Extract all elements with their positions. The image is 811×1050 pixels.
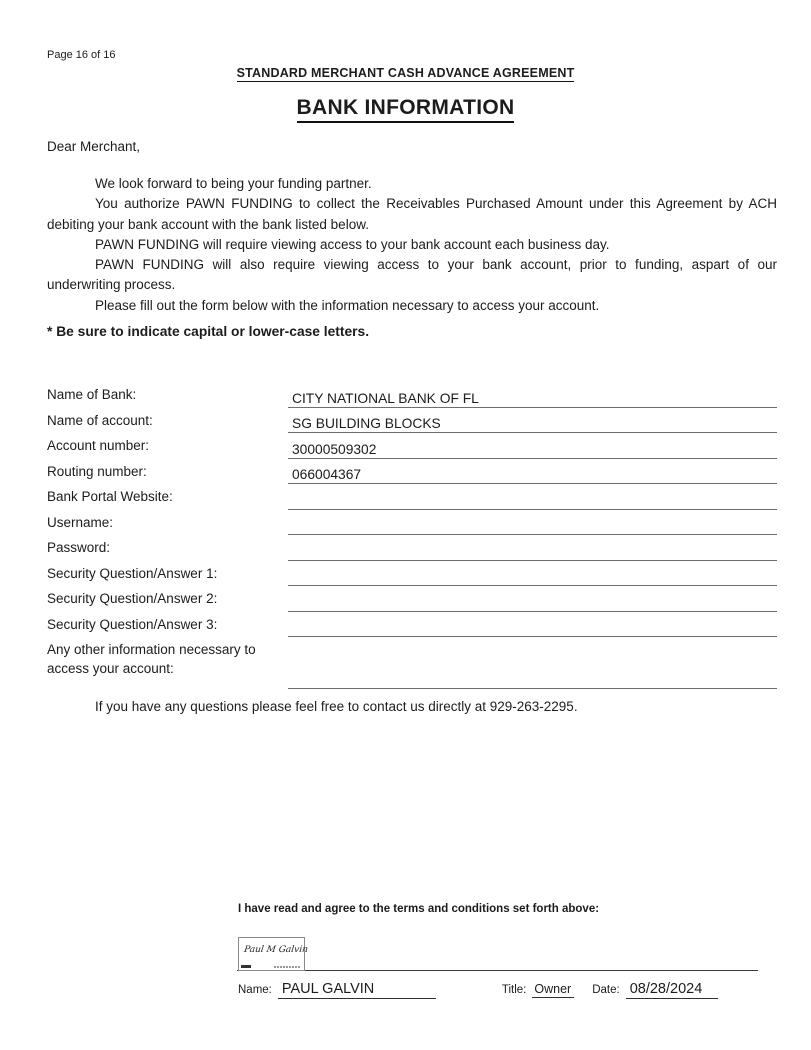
field-label: Security Question/Answer 1: — [47, 565, 218, 581]
contact-suffix: . — [573, 699, 578, 714]
field-value — [288, 635, 292, 636]
field-label: Name of account: — [47, 412, 153, 428]
date-field — [626, 980, 718, 999]
page-number: Page 16 of 16 — [47, 49, 116, 61]
password-field — [288, 540, 777, 561]
signature-stamp-marks — [241, 965, 302, 968]
salutation: Dear Merchant, — [47, 139, 141, 154]
field-label: Password: — [47, 540, 111, 555]
account-number-field — [288, 438, 777, 459]
document-title: STANDARD MERCHANT CASH ADVANCE AGREEMENT — [236, 66, 575, 80]
bank-portal-field — [288, 489, 777, 510]
section-title-wrap — [0, 96, 811, 123]
field-label: Any other information necessary to access your account: — [47, 642, 256, 676]
contact-phone: 929-263-2295 — [489, 699, 574, 714]
form-row-bank-name — [47, 382, 777, 408]
field-label: Username: — [47, 514, 114, 530]
name-field — [278, 980, 436, 999]
field-value: 30000509302 — [292, 441, 377, 457]
form-row-other-info — [47, 637, 777, 689]
date-label: Date: — [592, 984, 620, 996]
security-question-2-field — [288, 591, 777, 612]
signature-script: Paul M Galvin — [243, 945, 309, 955]
field-value — [288, 610, 292, 611]
name-label: Name: — [238, 984, 272, 996]
name-value: PAUL GALVIN — [281, 981, 375, 997]
form-row-security-2 — [47, 586, 777, 612]
stamp-mark-right — [274, 966, 300, 968]
contact-text: If you have any questions please feel free to contact us directly at — [95, 699, 490, 714]
field-value — [288, 687, 292, 688]
field-value — [288, 508, 292, 509]
form-row-bank-portal — [47, 484, 777, 510]
field-value: CITY NATIONAL BANK OF FL — [292, 390, 479, 406]
field-label: Name of Bank: — [47, 387, 137, 402]
paragraph-underwriting: PAWN FUNDING will also require viewing access to your bank account, prior to funding, aspart of our underwriting process. — [47, 257, 777, 293]
field-value — [288, 559, 292, 560]
paragraph-authorize-ach: You authorize PAWN FUNDING to collect the Receivables Purchased Amount under this Agreement by ACH debiting your bank account with the bank listed below. — [47, 196, 777, 232]
routing-number-field — [288, 463, 777, 484]
paragraph-funding-partner: We look forward to being your funding partner. — [95, 176, 372, 191]
bank-name-field — [288, 387, 777, 408]
field-value — [288, 584, 292, 585]
other-info-field — [288, 668, 777, 689]
stamp-mark-left — [241, 965, 251, 968]
security-question-3-field — [288, 616, 777, 637]
field-value: SG BUILDING BLOCKS — [292, 416, 441, 431]
letter-body — [47, 174, 777, 316]
bank-form — [47, 382, 777, 689]
security-question-1-field — [288, 565, 777, 586]
field-value: 066004367 — [292, 467, 362, 482]
form-row-username — [47, 510, 777, 536]
form-row-routing-number — [47, 459, 777, 485]
signature-line-area — [237, 937, 758, 971]
paragraph-viewing-access: PAWN FUNDING will require viewing access to your bank account each business day. — [95, 236, 610, 252]
contact-line — [47, 699, 777, 714]
field-label: Bank Portal Website: — [47, 489, 173, 504]
form-row-security-1 — [47, 561, 777, 587]
paragraph-fill-form: Please fill out the form below with the information necessary to access your account. — [95, 297, 600, 313]
form-row-security-3 — [47, 612, 777, 638]
field-label: Security Question/Answer 3: — [47, 616, 218, 632]
account-name-field — [288, 412, 777, 433]
capitalization-note: * Be sure to indicate capital or lower-case letters. — [47, 324, 370, 339]
title-value: Owner — [532, 982, 574, 998]
form-row-account-name — [47, 408, 777, 434]
username-field — [288, 514, 777, 535]
agreement-statement: I have read and agree to the terms and conditions set forth above: — [238, 903, 600, 915]
field-label: Routing number: — [47, 463, 147, 479]
form-row-password — [47, 535, 777, 561]
field-label: Security Question/Answer 2: — [47, 591, 218, 606]
title-label: Title: — [501, 984, 527, 996]
form-row-account-number — [47, 433, 777, 459]
field-value — [288, 533, 292, 534]
date-value: 08/28/2024 — [629, 981, 703, 997]
signer-info-row — [238, 980, 718, 999]
field-label: Account number: — [47, 438, 150, 453]
document-title-wrap — [0, 64, 811, 82]
signature-box — [238, 937, 309, 971]
section-title: BANK INFORMATION — [297, 96, 515, 123]
